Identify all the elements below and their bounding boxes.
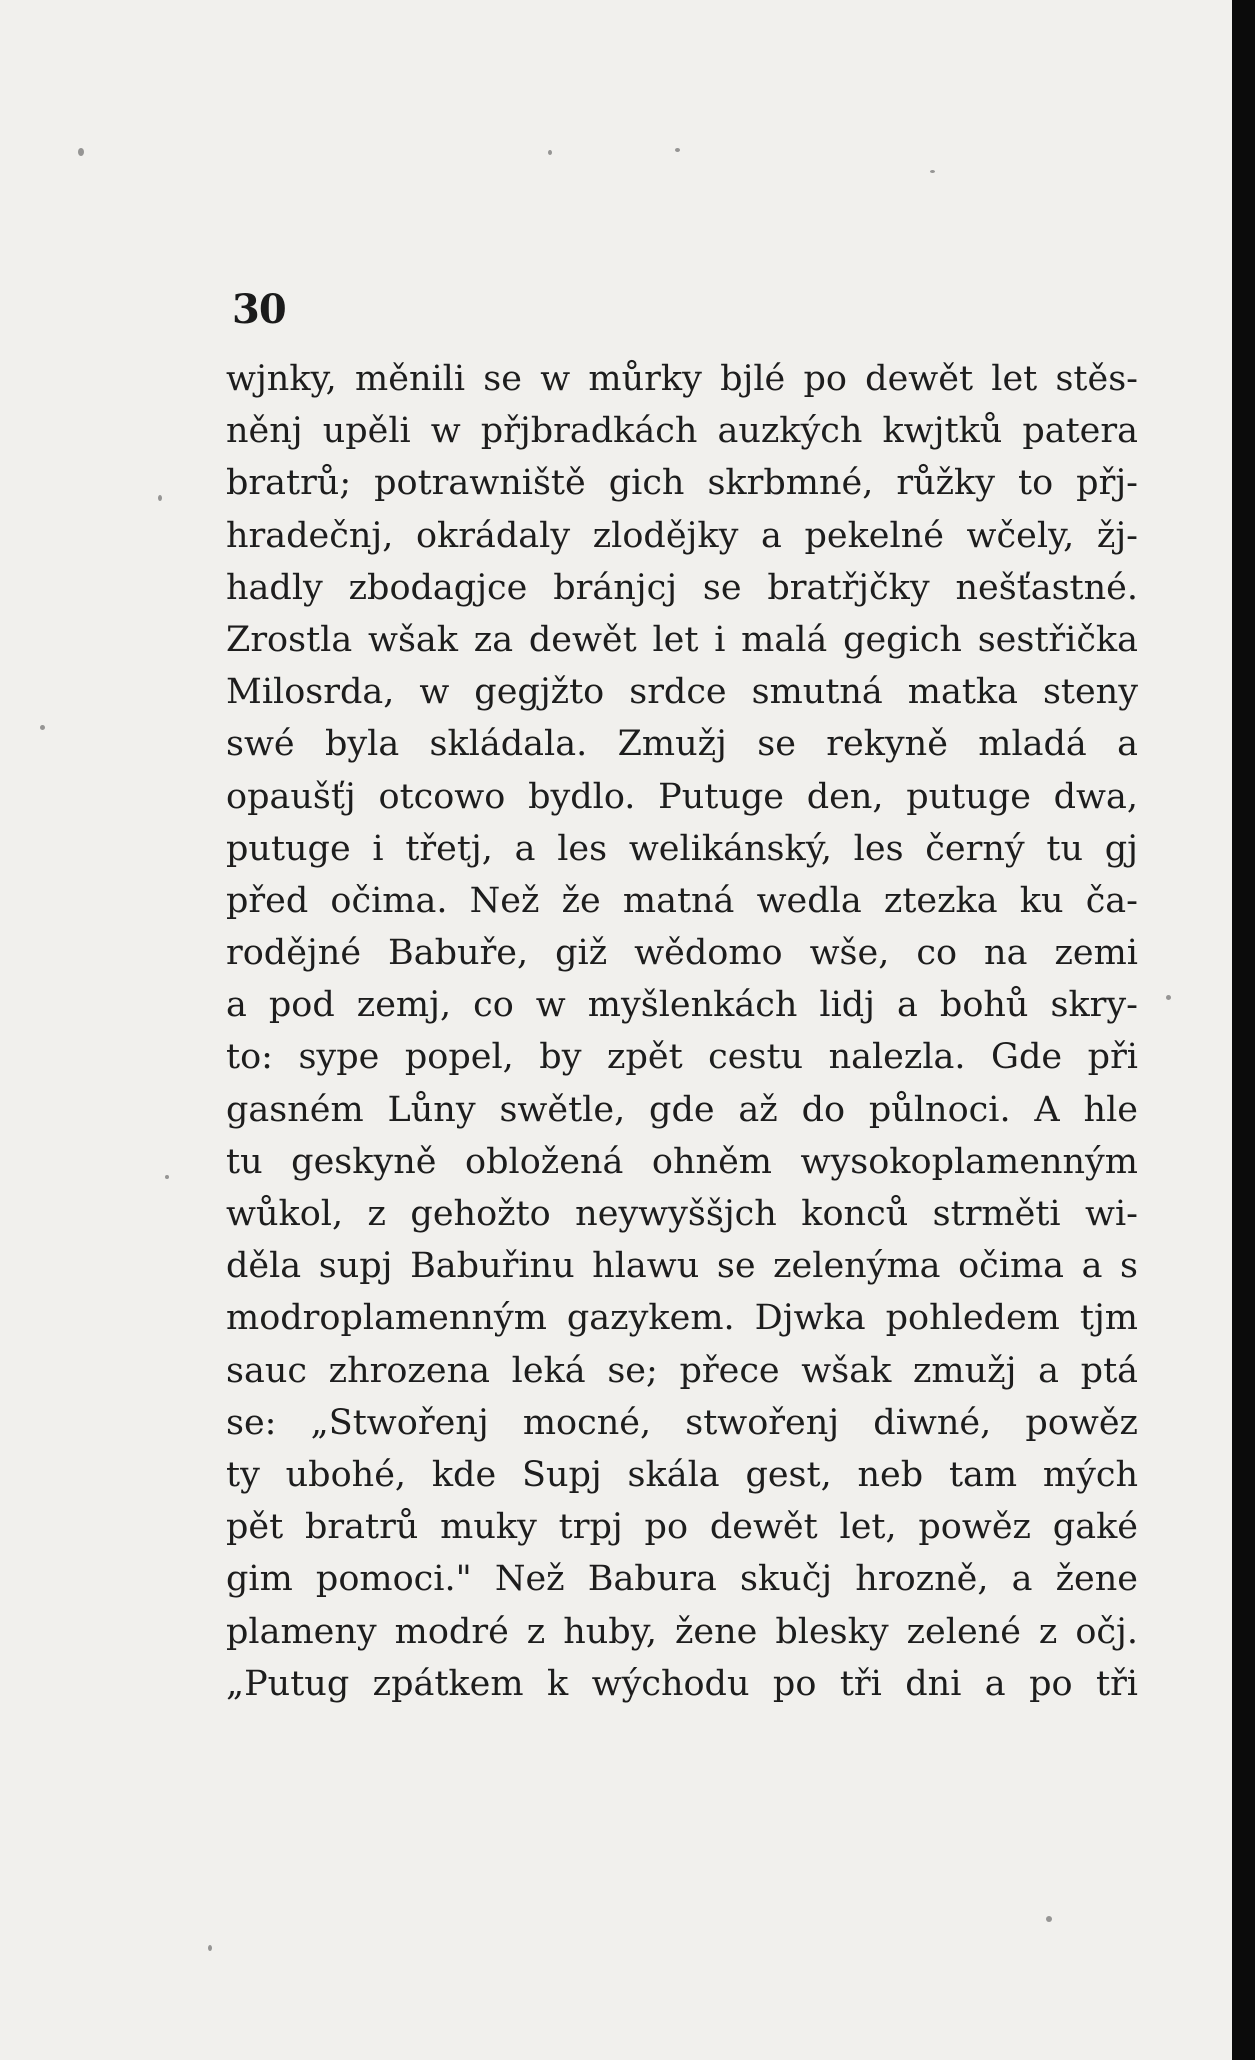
body-text bbox=[226, 353, 1138, 1710]
paper-speck bbox=[208, 1945, 212, 1951]
text-line: a pod zemj, co w myšlenkách lidj a bohů skry- bbox=[226, 985, 1138, 1026]
page-number: 30 bbox=[232, 286, 286, 333]
text-line: se: „Stwořenj mocné, stwořenj diwné, powěz bbox=[226, 1402, 1138, 1443]
paper-speck bbox=[930, 170, 935, 173]
text-line: modroplamenným gazykem. Djwka pohledem tjm bbox=[226, 1298, 1138, 1339]
text-line: wjnky, měnili se w můrky bjlé po dewět let stěs- bbox=[226, 359, 1138, 399]
text-line: wůkol, z gehožto neywyššjch konců strměti wi- bbox=[226, 1194, 1138, 1234]
paper-speck bbox=[165, 1175, 169, 1179]
text-line: rodějné Babuře, giž wědomo wše, co na zemi bbox=[226, 933, 1138, 974]
text-line: hradečnj, okrádaly zlodějky a pekelné wčely, žj- bbox=[226, 515, 1138, 556]
text-line: něnj upěli w přjbradkách auzkých kwjtků patera bbox=[226, 411, 1138, 452]
book-spine-edge bbox=[1232, 0, 1255, 2060]
text-line: Milosrda, w gegjžto srdce smutná matka steny bbox=[226, 672, 1138, 713]
paper-speck bbox=[40, 725, 45, 730]
text-line: ty ubohé, kde Supj skála gest, neb tam mých bbox=[226, 1454, 1138, 1495]
paper-speck bbox=[1046, 1916, 1052, 1922]
text-line: plameny modré z huby, žene blesky zelené z očj. bbox=[226, 1611, 1138, 1652]
text-line: gasném Lůny swětle, gde až do půlnoci. A hle bbox=[226, 1089, 1138, 1130]
paper-speck bbox=[78, 148, 84, 156]
text-line: gim pomoci." Než Babura skučj hrozně, a žene bbox=[226, 1559, 1138, 1600]
text-line: tu geskyně obložená ohněm wysokoplamenným bbox=[226, 1141, 1138, 1182]
paper-speck bbox=[675, 148, 680, 152]
text-line: děla supj Babuřinu hlawu se zelenýma očima a s bbox=[226, 1246, 1138, 1287]
text-line: opaušťj otcowo bydlo. Putuge den, putuge dwa, bbox=[226, 776, 1138, 817]
text-line: putuge i třetj, a les welikánský, les černý tu gj bbox=[226, 828, 1138, 869]
text-line: swé byla skládala. Zmužj se rekyně mladá a bbox=[226, 724, 1138, 765]
text-line: pět bratrů muky trpj po dewět let, powěz gaké bbox=[226, 1507, 1138, 1548]
text-line: to: sype popel, by zpět cestu nalezla. Gde při bbox=[226, 1037, 1138, 1078]
text-line: Zrostla wšak za dewět let i malá gegich sestřička bbox=[226, 619, 1138, 660]
paper-speck bbox=[548, 150, 552, 155]
paper-speck bbox=[1166, 995, 1171, 1000]
text-line: bratrů; potrawniště gich skrbmné, růžky to přj- bbox=[226, 463, 1138, 504]
text-line: sauc zhrozena leká se; přece wšak zmužj a ptá bbox=[226, 1350, 1138, 1391]
text-line: před očima. Než že matná wedla ztezka ku ča- bbox=[226, 880, 1138, 921]
text-line: hadly zbodagjce bránjcj se bratřjčky nešťastné. bbox=[226, 567, 1138, 608]
paper-speck bbox=[158, 495, 162, 501]
text-line: „Putug zpátkem k wýchodu po tři dni a po tři bbox=[226, 1663, 1138, 1704]
